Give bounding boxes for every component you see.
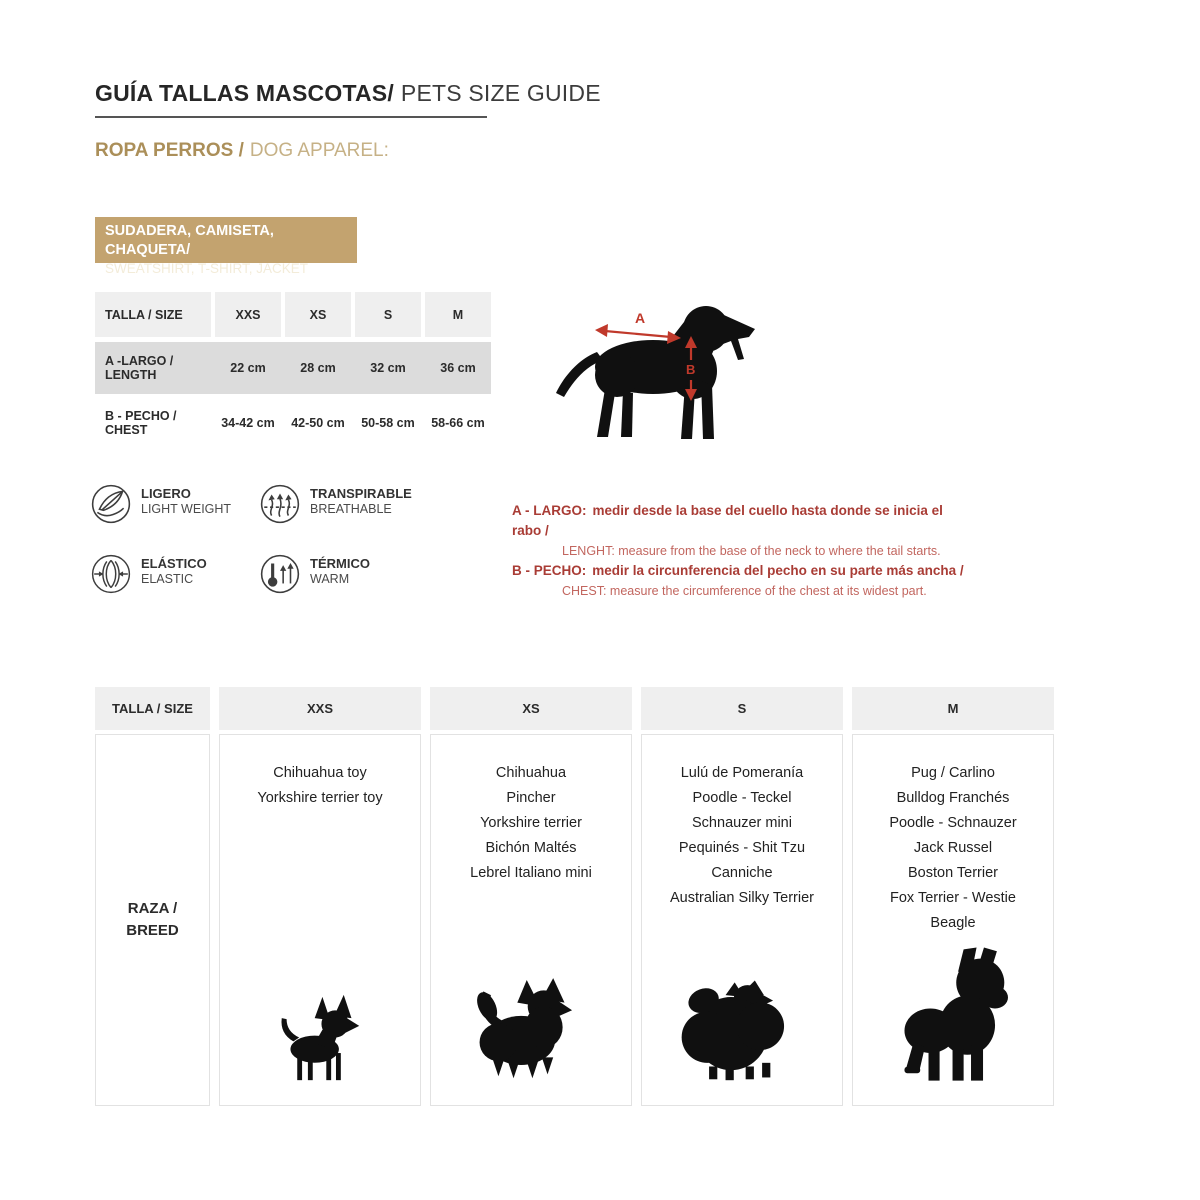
size-table-length-row (95, 342, 491, 394)
subtitle-spanish: ROPA PERROS / (95, 140, 244, 161)
feature-lightweight (90, 483, 231, 525)
feature-title: LIGERO (141, 486, 191, 501)
breed-item: Lulú de Pomeranía (680, 765, 804, 781)
breathable-icon (259, 483, 301, 525)
breed-item: Beagle (930, 915, 976, 931)
breed-list-m (889, 735, 1016, 936)
note-b-lead: B - PECHO: (512, 563, 587, 578)
chest-row-label: B - PECHO / CHEST (105, 409, 177, 437)
size-measurement-table (95, 292, 491, 448)
breed-row-label (95, 734, 210, 1106)
diagram-label-a: A (635, 310, 646, 326)
longhair-chihuahua-silhouette (472, 977, 590, 1085)
length-xs-value: 28 cm (300, 361, 336, 375)
breed-item: Poodle - Teckel (692, 790, 792, 806)
breed-header-s: S (641, 687, 843, 730)
breed-cell-m (852, 734, 1054, 1106)
breed-list-s (670, 735, 814, 911)
size-table-header-label: TALLA / SIZE (95, 292, 211, 337)
feature-breathable (259, 483, 412, 525)
section-subtitle (95, 140, 389, 162)
feature-warm (259, 553, 370, 595)
size-table-header-s: S (355, 292, 421, 337)
breed-item: Poodle - Schnauzer (889, 815, 1017, 831)
breed-item: Yorkshire terrier (480, 815, 582, 831)
elastic-icon (90, 553, 132, 595)
feature-elastic (90, 553, 207, 595)
measuring-diagram (545, 296, 767, 454)
note-a-text: medir desde la base del cuello hasta donde se inicia el rabo / (512, 503, 943, 538)
breed-item: Fox Terrier - Westie (890, 890, 1016, 906)
breed-item: Boston Terrier (907, 865, 998, 881)
size-table-header-xxs: XXS (215, 292, 281, 337)
measuring-instructions (512, 501, 972, 601)
note-b-spanish (512, 561, 972, 581)
chihuahua-silhouette (274, 993, 366, 1085)
breed-table-body-row (95, 734, 1054, 1106)
labrador-measure-icon (545, 296, 767, 454)
breed-size-table (95, 687, 1054, 1106)
pomeranian-silhouette (678, 973, 806, 1085)
breed-item: Bulldog Franchés (896, 790, 1010, 806)
breed-header-label: TALLA / SIZE (95, 687, 210, 730)
note-a-english: LENGHT: measure from the base of the neck to where the tail starts. (562, 544, 941, 558)
length-s-value: 32 cm (370, 361, 406, 375)
page-title (95, 80, 601, 118)
breed-item: Canniche (711, 865, 773, 881)
breed-header-xs: XS (430, 687, 632, 730)
size-table-header-m: M (425, 292, 491, 337)
breed-item: Bichón Maltés (485, 840, 577, 856)
feature-title: ELÁSTICO (141, 556, 207, 571)
feature-subtitle: ELASTIC (141, 572, 194, 586)
note-a-lead: A - LARGO: (512, 503, 587, 518)
breed-header-xxs: XXS (219, 687, 421, 730)
feature-title: TRANSPIRABLE (310, 486, 412, 501)
breed-item: Chihuahua (495, 765, 567, 781)
category-line-spanish: SUDADERA, CAMISETA, CHAQUETA/ (105, 223, 274, 258)
breed-item: Schnauzer mini (692, 815, 792, 831)
size-table-header-row (95, 292, 491, 337)
note-b-text: medir la circunferencia del pecho en su parte más ancha / (592, 563, 964, 578)
length-m-value: 36 cm (440, 361, 476, 375)
feature-subtitle: LIGHT WEIGHT (141, 502, 232, 516)
breed-list-xxs (257, 735, 382, 811)
note-a-spanish (512, 501, 972, 541)
breed-list-xs (470, 735, 592, 886)
chest-xxs-value: 34-42 cm (221, 416, 275, 430)
page-title-spanish: GUÍA TALLAS MASCOTAS/ (95, 80, 394, 106)
breed-item: Pincher (506, 790, 556, 806)
subtitle-english: DOG APPAREL: (249, 140, 389, 161)
size-table-header-xs: XS (285, 292, 351, 337)
feather-hand-icon (90, 483, 132, 525)
category-line-english: SWEATSHIRT, T-SHIRT, JACKET (105, 261, 309, 276)
chest-m-value: 58-66 cm (431, 416, 485, 430)
feature-title: TÉRMICO (310, 556, 370, 571)
note-b-english: CHEST: measure the circumference of the chest at its widest part. (562, 584, 927, 598)
size-table-chest-row (95, 398, 491, 448)
french-bulldog-silhouette (886, 945, 1020, 1085)
feature-subtitle: BREATHABLE (310, 502, 392, 516)
garment-category-box (95, 217, 357, 276)
thermometer-icon (259, 553, 301, 595)
breed-item: Pequinés - Shit Tzu (678, 840, 806, 856)
breed-row-label-line2: BREED (126, 922, 179, 939)
length-row-label: A -LARGO / LENGTH (105, 354, 174, 382)
breed-item: Yorkshire terrier toy (257, 790, 383, 806)
breed-item: Pug / Carlino (911, 765, 995, 781)
diagram-label-b: B (686, 362, 696, 377)
breed-item: Jack Russel (913, 840, 993, 856)
chest-xs-value: 42-50 cm (291, 416, 345, 430)
breed-item: Australian Silky Terrier (670, 890, 814, 906)
breed-table-header-row (95, 687, 1054, 730)
breed-row-label-line1: RAZA / (127, 900, 178, 917)
breed-cell-xs (430, 734, 632, 1106)
breed-header-m: M (852, 687, 1054, 730)
length-xxs-value: 22 cm (230, 361, 266, 375)
chest-s-value: 50-58 cm (361, 416, 415, 430)
breed-cell-xxs (219, 734, 421, 1106)
feature-subtitle: WARM (310, 572, 350, 586)
breed-cell-s (641, 734, 843, 1106)
page-title-english: PETS SIZE GUIDE (400, 80, 601, 106)
breed-item: Lebrel Italiano mini (470, 865, 592, 881)
breed-item: Chihuahua toy (273, 765, 367, 781)
